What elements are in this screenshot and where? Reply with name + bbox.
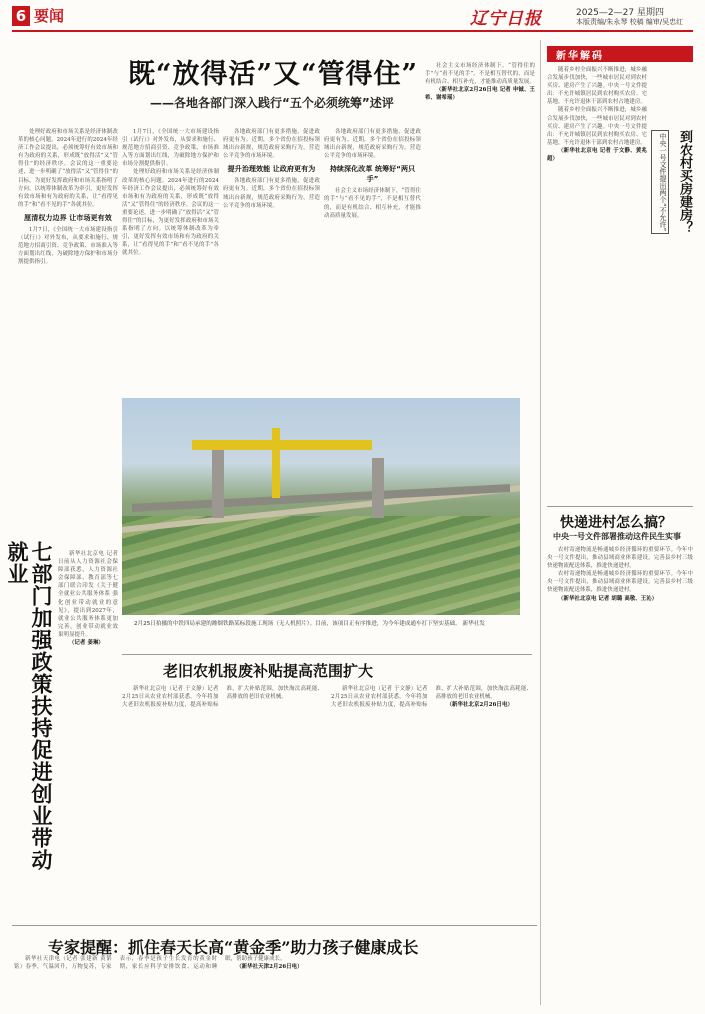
main-subheading-2: 提升治理效能 让政府更有为 [227, 165, 316, 174]
sidebar-headline-2: 快递进村怎么搞？ [560, 515, 672, 531]
article4-headline: 专家提醒：抓住春天长高“黄金季”助力孩子健康成长 [48, 938, 419, 957]
article4-body [14, 955, 534, 1010]
main-subheading-3: 持续深化改革 统筹好“两只手” [329, 165, 416, 184]
editor-credits: 本版责编/朱永琴 校稿 编审/吴忠红 [576, 18, 684, 26]
main-subhead: ——各地各部门深入践行“五个必须统筹”述评 [150, 96, 394, 110]
newspaper-logo: 辽宁日报 [470, 9, 542, 29]
article4-text: 新华社天津电（记者 张建新 黄韬铭）春季，气温回升，万物复苏，专家表示，春季是孩子生长发育的黄金时期，家长应科学安排饮食、运动和睡眠，帮助孩子健康成长。 [14, 956, 286, 971]
divider [547, 506, 693, 507]
sidebar-text-4: 农村寄递物流是畅通城乡经济循环的重要环节。今年中央一号文件提出，推动县域商业体系建设，完善县乡村三级快递物流配送体系，推进快递进村。 [547, 571, 693, 594]
side-article-body [58, 550, 118, 870]
main-byline: （新华社北京2月26日电 记者 申铖、王希、谢希瑶） [425, 87, 535, 102]
main-article-col-2 [122, 128, 219, 393]
main-body-1b: 1月7日，《全国统一大市场建设指引（试行）》对外发布，从要求和施行、规范地方招商引资、竞争政策、市场准入等方面划出红线，为破除地方保护和市场分割提供指引。 [122, 129, 219, 168]
main-body-2: 各地政府部门有更多措施，促进政府更有为。近期，多个省份在招投标领域出台新规，规范政府采购行为，营造公平竞争的市场环境。 [223, 178, 320, 209]
main-article-col-5 [425, 62, 535, 393]
sidebar-text-2: 随着乡村全面振兴不断推进，城乡融合发展步伐加快，一些城市居民对到农村买房、建房产生了兴趣。中央一号文件提出：不允许城镇居民到农村购买农房、宅基地，不允许退休干部到农村占地建房。 [547, 107, 647, 146]
article3-text: 新华社北京电（记者 于文静）记者2月25日从农业农村部获悉，今年将加大老旧农机报废补贴力度，提高补贴标准，扩大补贴范围，加快淘汰高耗能、高排放的老旧农业机械。 [122, 686, 323, 709]
photo-farmland [122, 516, 520, 615]
news-photo [122, 398, 520, 615]
sidebar-byline: （新华社北京电 记者 于文静、黄兆超） [547, 147, 647, 163]
sidebar-vertical-title: 到农村买房建房？ [677, 130, 692, 234]
sidebar-brand: 新华解码 [556, 51, 604, 62]
main-intro-b: 处理好政府和市场关系是经济体制改革的核心问题。2024年进行的2024年经济工作会议提出，必须统筹好有效市场和有为政府的关系，形成既“放得活”又“管得住”的经济秩序。会议的这一重要论述，进一步明确了“放得活”又“管得住”的目标，为更好发挥政府和市场关系指明了方向。以统筹体制改革为牵引，更好发挥有效市场和有为政府的关系，让“看得见的手”和“看不见的手”各就其位。 [122, 169, 219, 257]
main-body-3: 社会主义市场经济体制下，“管得住的手”与“看不见的手”，不是相互替代的，而是有机结合、相互补充，才能推动高质量发展。 [425, 63, 535, 86]
issue-date: 2025—2—27 星期四 [576, 8, 664, 18]
photo-pier [212, 448, 224, 518]
section-label: 要闻 [34, 7, 65, 25]
article3-byline: （新华社北京2月26日电） [446, 702, 513, 709]
divider [122, 654, 532, 655]
main-body-3a: 社会主义市场经济体制下，“管得住的手”与“看不见的手”，不是相互替代的，而是有机结合、相互补充，才能推动高质量发展。 [324, 188, 421, 219]
sidebar-text: 随着乡村全面振兴不断推进，城乡融合发展步伐加快，一些城市居民对到农村买房、建房产生了兴趣。中央一号文件提出：不允许城镇居民到农村购买农房、宅基地，不允许退休干部到农村占地建房。 [547, 67, 647, 106]
sidebar-body-2 [547, 546, 693, 1006]
column-divider [540, 40, 541, 1005]
header-rule [12, 30, 693, 32]
main-body-2a: 各地政府部门有更多措施，促进政府更有为。近期，多个省份在招投标领域出台新规，规范政府采购行为，营造公平竞争的市场环境。 [223, 129, 320, 160]
article3-headline: 老旧农机报废补贴提高范围扩大 [163, 662, 374, 680]
main-article-col-3 [223, 128, 320, 393]
photo-crane-beam [192, 440, 372, 450]
photo-caption: 2月25日拍摄的中铁四局承建的潍烟铁路某标段施工现场（无人机照片）。目前，该项目正有序推进，为今年建成通车打下坚实基础。 新华社发 [134, 621, 485, 627]
article4-byline: （新华社天津2月26日电） [236, 964, 303, 971]
photo-pier [372, 458, 384, 518]
divider [12, 925, 537, 926]
article3-body [122, 685, 532, 915]
side-article-text: 新华社北京电 记者 日前从人力资源社会保障部获悉，人力资源社会保障部、教育部等七部门联合印发《关于健全就业公共服务体系 强化创业带动就业的意见》，提出到2027年，就业公共服务体系更加完善，创业带动就业效果明显提升。 [58, 551, 118, 638]
sidebar-byline-2: （新华社北京电 记者 胡璐 高敬、王沁） [558, 595, 658, 602]
main-intro: 处理好政府和市场关系是经济体制改革的核心问题。2024年进行的2024年经济工作会议提出，必须统筹好有效市场和有为政府的关系，形成既“放得活”又“管得住”的经济秩序。会议的这一重要论述，进一步明确了“放得活”又“管得住”的目标，为更好发挥政府和市场关系指明了方向。以统筹体制改革为牵引，更好发挥有效市场和有为政府的关系，让“看得见的手”和“看不见的手”各就其位。 [18, 129, 118, 208]
sidebar-body-1 [547, 66, 647, 506]
side-article-byline: （记者 姜琳） [69, 640, 104, 647]
photo-crane-mast [272, 428, 280, 498]
article3-text-2: 新华社北京电（记者 于文静）记者2月25日从农业农村部获悉，今年将加大老旧农机报废补贴力度，提高补贴标准，扩大补贴范围，加快淘汰高耗能、高排放的老旧农业机械。 [331, 686, 532, 709]
main-article-col-1 [18, 128, 118, 542]
page-number: 6 [12, 6, 30, 26]
main-body-1: 1月7日，《全国统一大市场建设指引（试行）》对外发布，从要求和施行、规范地方招商引资、竞争政策、市场准入等方面划出红线，为破除地方保护和市场分割提供指引。 [18, 226, 118, 266]
side-article-headline: 七部门加强政策扶持促进创业带动就业 [5, 541, 54, 871]
main-article-col-4 [324, 128, 421, 393]
sidebar-subheadline-2: 中央一号文件部署推动这件民生实事 [553, 532, 681, 541]
main-body-2b: 各地政府部门有更多措施，促进政府更有为。近期，多个省份在招投标领域出台新规，规范政府采购行为，营造公平竞争的市场环境。 [324, 129, 421, 160]
main-subheading-1: 厘清权力边界 让市场更有效 [24, 213, 112, 222]
main-headline: 既“放得活”又“管得住” [127, 59, 419, 90]
sidebar-vertical-subtitle: 中央一号文件提出两个“不允许” [651, 130, 669, 234]
sidebar-text-3: 农村寄递物流是畅通城乡经济循环的重要环节。今年中央一号文件提出，推动县域商业体系建设，完善县乡村三级快递物流配送体系，推进快递进村。 [547, 547, 693, 570]
